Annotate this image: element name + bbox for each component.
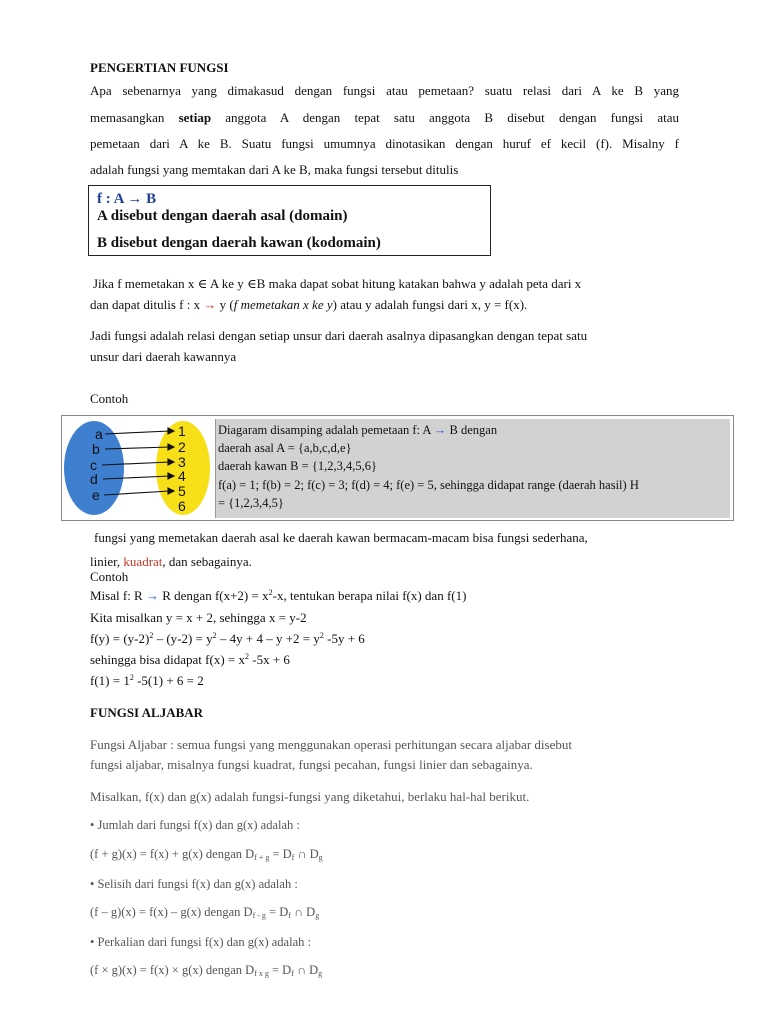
function-notation: f : A → B — [97, 191, 157, 207]
domain-item-c: c — [90, 457, 97, 473]
example-line-4: sehingga bisa didapat $f(x) = x^2$ -5x + 6 — [90, 652, 290, 667]
arrow-symbol: → — [145, 588, 159, 603]
example-line-1: Misal f: R → R dengan $f(x+2) = x^2-x$, tentukan berapa nilai f(x) dan f(1) — [90, 588, 467, 603]
intro-line-4: adalah fungsi yang memtakan dari A ke B, maka fungsi tersebut ditulis — [90, 162, 459, 177]
codomain-item-3: 3 — [178, 454, 186, 470]
intro-line-3: pemetaan dari A ke B. Suatu fungsi umumnya dinotasikan dengan huruf ef kecil (f). Misalny f — [90, 136, 679, 151]
variety-line-2: linier, kuadrat, dan sebagainya. — [90, 554, 252, 569]
diagram-text-line-2: daerah asal A = {a,b,c,d,e} — [218, 441, 352, 456]
example-label-2: Contoh — [90, 569, 129, 584]
aljabar-line-1: Fungsi Aljabar : semua fungsi yang menggunakan operasi perhitungan secara aljabar disebut — [90, 737, 572, 752]
arrow-symbol: → — [433, 423, 447, 437]
domain-item-b: b — [92, 441, 100, 457]
diagram-text-line-3: daerah kawan B = {1,2,3,4,5,6} — [218, 459, 377, 474]
sum-bullet: • Jumlah dari fungsi f(x) dan g(x) adalah : — [90, 818, 300, 832]
diagram-text-line-5: = {1,2,3,4,5} — [218, 495, 284, 510]
codomain-item-6: 6 — [178, 498, 186, 514]
mapping-line-2: dan dapat ditulis f : x → y (f memetakan x ke y) atau y adalah fungsi dari x, y = f(x). — [90, 297, 528, 312]
example-line-3: $f(y) = (y-2)^2 - (y-2) = y^2 - 4y + 4 - y +2 = y^2$ -5y + 6 — [90, 631, 365, 646]
kuadrat-link[interactable]: kuadrat — [123, 554, 163, 569]
codomain-item-4: 4 — [178, 468, 186, 484]
section-heading-2: FUNGSI ALJABAR — [90, 705, 204, 720]
example-line-2: Kita misalkan y = x + 2, sehingga x = y-2 — [90, 610, 307, 625]
codomain-item-2: 2 — [178, 439, 186, 455]
domain-item-d: d — [90, 471, 98, 487]
mapping-arrow-a — [105, 431, 170, 434]
example-line-5: $f(1) = 1^2$ -5(1) + 6 = 2 — [90, 673, 204, 688]
arrow-symbol: → — [203, 297, 217, 312]
intro-line-2: memasangkan setiap anggota A dengan tepat satu anggota B disebut dengan fungsi atau — [90, 110, 680, 125]
variety-line-1: fungsi yang memetakan daerah asal ke daerah kawan bermacam-macam bisa fungsi sederhana, — [94, 530, 588, 545]
domain-item-a: a — [95, 426, 103, 442]
intro-line-1: Apa sebenarnya yang dimakasud dengan fungsi atau pemetaan? suatu relasi dari A ke B yang — [90, 83, 679, 98]
sum-formula: (f + g)(x) = f(x) + g(x) dengan $D_{f + g} = D_f$ ∩ $D_g$ — [90, 847, 323, 862]
difference-bullet: • Selisih dari fungsi f(x) dan g(x) adalah : — [90, 877, 298, 891]
diagram-text-line-4: f(a) = 1; f(b) = 2; f(c) = 3; f(d) = 4; f(e) = 5, sehingga didapat range (daerah hasil) H — [218, 477, 639, 492]
mapping-diagram — [63, 419, 213, 518]
codomain-definition: B disebut dengan daerah kawan (kodomain) — [97, 235, 381, 251]
mapping-line-1: Jika f memetakan x ∈ A ke y ∈B maka dapat sobat hitung katakan bahwa y adalah peta dari x — [93, 276, 582, 291]
aljabar-line-2: fungsi aljabar, misalnya fungsi kuadrat, fungsi pecahan, fungsi linier dan sebagainya. — [90, 757, 533, 772]
difference-formula: (f – g)(x) = f(x) – g(x) dengan $D_{f - g} = D_f$ ∩ $D_g$ — [90, 905, 320, 920]
conclusion-line-2: unsur dari daerah kawannya — [90, 349, 237, 364]
codomain-item-5: 5 — [178, 483, 186, 499]
diagram-description — [215, 419, 730, 518]
domain-item-e: e — [92, 487, 100, 503]
bold-word: setiap — [178, 110, 212, 125]
codomain-item-1: 1 — [178, 423, 186, 439]
conclusion-line-1: Jadi fungsi adalah relasi dengan setiap unsur dari daerah asalnya dipasangkan dengan tepat satu — [90, 328, 588, 343]
domain-definition: A disebut dengan daerah asal (domain) — [97, 208, 348, 224]
product-bullet: • Perkalian dari fungsi f(x) dan g(x) adalah : — [90, 935, 311, 949]
product-formula: (f × g)(x) = f(x) × g(x) dengan $D_{f x g} = D_f$ ∩ $D_g$ — [90, 963, 323, 978]
section-heading: PENGERTIAN FUNGSI — [90, 60, 229, 75]
aljabar-line-3: Misalkan, f(x) dan g(x) adalah fungsi-fungsi yang diketahui, berlaku hal-hal berikut. — [90, 789, 530, 804]
diagram-text-line-1: Diagaram disamping adalah pemetaan f: A → B dengan — [218, 423, 498, 437]
example-label: Contoh — [90, 391, 129, 406]
